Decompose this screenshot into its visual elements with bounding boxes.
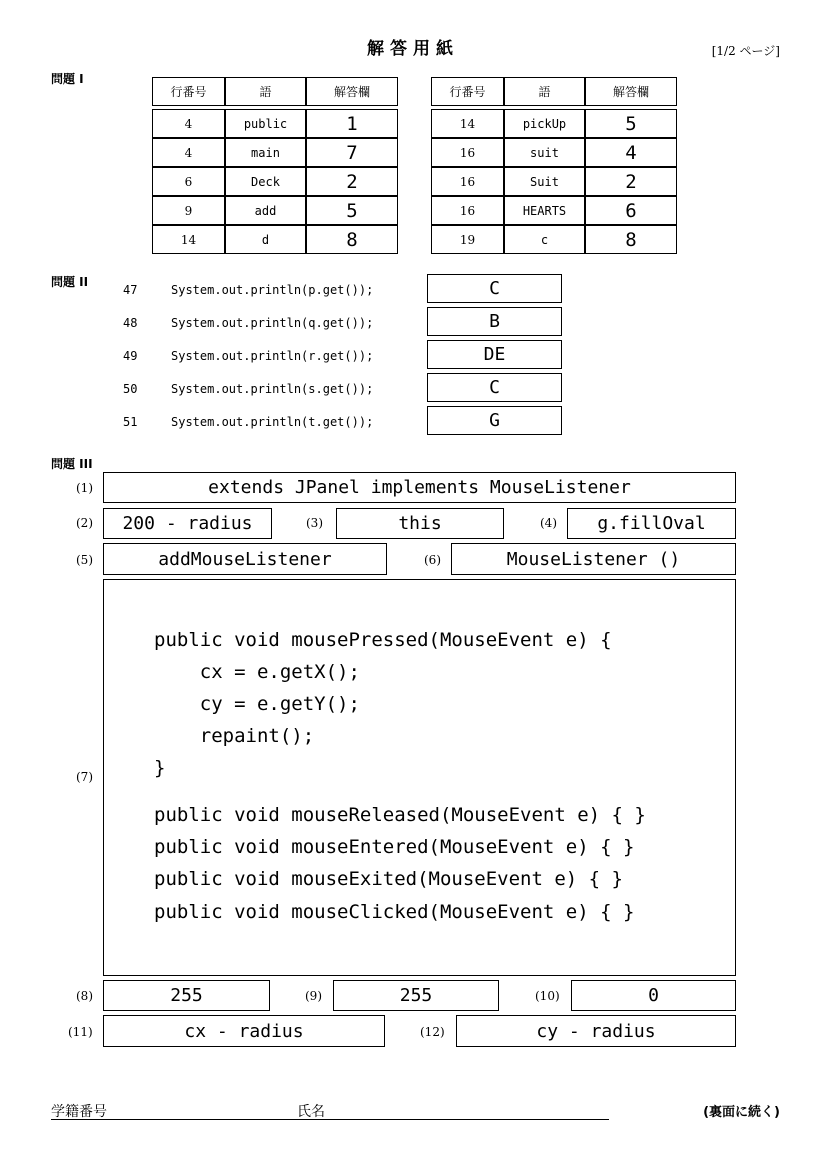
table-row	[431, 109, 677, 138]
code-line: cx = e.getX();	[154, 661, 360, 683]
header-word: 語	[225, 77, 306, 106]
q3-number-9: (9)	[305, 989, 322, 1003]
code-line: cy = e.getY();	[154, 693, 360, 715]
signature-line	[51, 1119, 609, 1120]
q3-answer-3: this	[336, 508, 504, 539]
q3-answer-5: addMouseListener	[103, 543, 387, 575]
q3-number-3: (3)	[306, 516, 323, 530]
table-row	[431, 196, 677, 225]
q3-number-1: (1)	[76, 481, 93, 495]
q2-line-number: 47	[123, 283, 138, 297]
table-row	[431, 138, 677, 167]
word: public	[225, 109, 306, 138]
q1-label: 問題 I	[51, 72, 84, 86]
q3-number-2: (2)	[76, 516, 93, 530]
line-number: 16	[431, 138, 504, 167]
q3-number-4: (4)	[540, 516, 557, 530]
header-line: 行番号	[431, 77, 504, 106]
code-line: public void mousePressed(MouseEvent e) {	[154, 629, 612, 651]
name-label: 氏名	[297, 1104, 325, 1120]
q2-line-number: 48	[123, 316, 138, 330]
word: add	[225, 196, 306, 225]
q2-code: System.out.println(p.get());	[171, 283, 374, 297]
page-number: [1/2 ページ]	[711, 44, 780, 58]
line-number: 4	[152, 138, 225, 167]
word: Suit	[504, 167, 585, 196]
header-word: 語	[504, 77, 585, 106]
q2-code: System.out.println(q.get());	[171, 316, 374, 330]
table-row	[152, 138, 398, 167]
header-line: 行番号	[152, 77, 225, 106]
header-answer: 解答欄	[306, 77, 398, 106]
q2-line-number: 51	[123, 415, 138, 429]
q2-code: System.out.println(t.get());	[171, 415, 374, 429]
q3-answer-9: 255	[333, 980, 499, 1011]
q3-answer-12: cy - radius	[456, 1015, 736, 1047]
student-id-label: 学籍番号	[51, 1104, 107, 1120]
word: pickUp	[504, 109, 585, 138]
table-row	[152, 225, 398, 254]
q2-label: 問題 II	[51, 275, 89, 289]
q3-number-8: (8)	[76, 989, 93, 1003]
code-line: }	[154, 757, 166, 779]
line-number: 4	[152, 109, 225, 138]
answer: 2	[306, 167, 398, 196]
line-number: 16	[431, 196, 504, 225]
q3-number-10: (10)	[535, 989, 560, 1003]
q3-number-11: (11)	[68, 1025, 93, 1039]
q2-answer-box: DE	[427, 340, 562, 369]
q3-answer-10: 0	[571, 980, 736, 1011]
q3-number-12: (12)	[420, 1025, 445, 1039]
q3-label: 問題 III	[51, 457, 93, 471]
header-answer: 解答欄	[585, 77, 677, 106]
word: HEARTS	[504, 196, 585, 225]
q1-table-right	[431, 77, 677, 254]
answer: 6	[585, 196, 677, 225]
table-row	[431, 167, 677, 196]
line-number: 16	[431, 167, 504, 196]
word: main	[225, 138, 306, 167]
answer: 8	[585, 225, 677, 254]
q2-code: System.out.println(r.get());	[171, 349, 374, 363]
table-row	[431, 225, 677, 254]
word: d	[225, 225, 306, 254]
code-line: public void mouseExited(MouseEvent e) { }	[154, 868, 623, 890]
q2-answer-box: C	[427, 373, 562, 402]
q3-answer-2: 200 - radius	[103, 508, 272, 539]
q3-answer-4: g.fillOval	[567, 508, 736, 539]
q3-answer-8: 255	[103, 980, 270, 1011]
line-number: 14	[431, 109, 504, 138]
q3-answer-1: extends JPanel implements MouseListener	[103, 472, 736, 503]
line-number: 19	[431, 225, 504, 254]
continue-note: (裏面に続く)	[703, 1105, 780, 1120]
code-line: public void mouseReleased(MouseEvent e) { }	[154, 804, 646, 826]
q3-answer-6: MouseListener ()	[451, 543, 736, 575]
code-line: repaint();	[154, 725, 315, 747]
code-line: public void mouseClicked(MouseEvent e) { }	[154, 901, 635, 923]
page-title: 解答用紙	[367, 39, 459, 59]
q3-number-5: (5)	[76, 553, 93, 567]
line-number: 14	[152, 225, 225, 254]
table-row	[152, 167, 398, 196]
q2-answer-box: C	[427, 274, 562, 303]
q3-answer-11: cx - radius	[103, 1015, 385, 1047]
answer: 7	[306, 138, 398, 167]
q2-answer-box: B	[427, 307, 562, 336]
q1-table-left	[152, 77, 398, 254]
table-row	[152, 196, 398, 225]
q2-code: System.out.println(s.get());	[171, 382, 374, 396]
q2-line-number: 49	[123, 349, 138, 363]
word: suit	[504, 138, 585, 167]
line-number: 9	[152, 196, 225, 225]
answer: 2	[585, 167, 677, 196]
table-row	[152, 109, 398, 138]
answer: 5	[306, 196, 398, 225]
code-line: public void mouseEntered(MouseEvent e) { }	[154, 836, 635, 858]
q2-answer-box: G	[427, 406, 562, 435]
q3-number-7: (7)	[76, 770, 93, 784]
word: c	[504, 225, 585, 254]
answer: 1	[306, 109, 398, 138]
answer: 4	[585, 138, 677, 167]
answer: 8	[306, 225, 398, 254]
line-number: 6	[152, 167, 225, 196]
word: Deck	[225, 167, 306, 196]
answer: 5	[585, 109, 677, 138]
q2-line-number: 50	[123, 382, 138, 396]
q3-number-6: (6)	[424, 553, 441, 567]
